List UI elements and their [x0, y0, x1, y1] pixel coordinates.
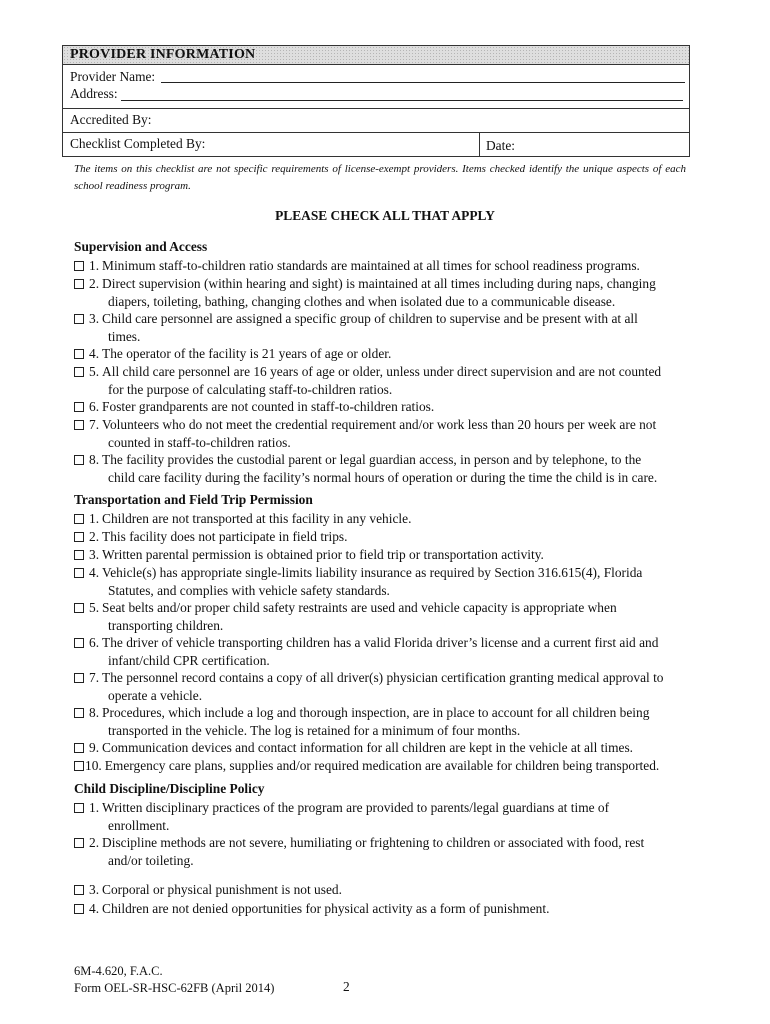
checklist-item: 4. Children are not denied opportunities for physical activity as a form of punishment.	[74, 900, 690, 918]
checklist-item: 7. Volunteers who do not meet the credential requirement and/or work less than 20 hours per week are not counted in staff-to-children ratios.	[74, 416, 690, 451]
checkbox[interactable]	[74, 885, 84, 895]
provider-name-field[interactable]	[161, 82, 685, 83]
address-field[interactable]	[121, 100, 683, 101]
checkbox[interactable]	[74, 314, 84, 324]
checklist-item: 8. The facility provides the custodial parent or legal guardian access, in person and by telephone, to the child care facility during the facility’s normal hours of operation or during the time the child is in care.	[74, 451, 690, 486]
footer-form-number: Form OEL-SR-HSC-62FB (April 2014)	[74, 981, 275, 995]
date-divider	[479, 133, 480, 156]
checkbox[interactable]	[74, 708, 84, 718]
accredited-by-label: Accredited By:	[70, 112, 152, 127]
checklist-item: 2. Direct supervision (within hearing and sight) is maintained at all times including during naps, changing diapers, toileting, bathing, changing clothes and when isolated due to a communicable disease.	[74, 275, 690, 310]
checklist-item: 4. The operator of the facility is 21 years of age or older.	[74, 345, 690, 363]
provider-information-title: PROVIDER INFORMATION	[70, 47, 256, 62]
checklist-item: 10. Emergency care plans, supplies and/or required medication are available for children being transported.	[74, 757, 690, 775]
checkbox[interactable]	[74, 279, 84, 289]
address-label: Address:	[70, 86, 118, 101]
checklist-item: 1. Children are not transported at this facility in any vehicle.	[74, 510, 690, 528]
checkbox[interactable]	[74, 803, 84, 813]
checkbox[interactable]	[74, 532, 84, 542]
checklist-item: 2. This facility does not participate in field trips.	[74, 528, 690, 546]
checkbox[interactable]	[74, 367, 84, 377]
checkbox[interactable]	[74, 402, 84, 412]
intro-note: The items on this checklist are not specific requirements of license-exempt providers. Items checked identify the unique aspects of each school readiness program.	[74, 163, 686, 192]
checkbox[interactable]	[74, 550, 84, 560]
checkbox[interactable]	[74, 673, 84, 683]
checkbox[interactable]	[74, 603, 84, 613]
checklist-item: 4. Vehicle(s) has appropriate single-limits liability insurance as required by Section 316.615(4), Florida Statutes, and complies with vehicle safety standards.	[74, 564, 690, 599]
checkbox[interactable]	[74, 514, 84, 524]
checkbox[interactable]	[74, 904, 84, 914]
section-title-discipline: Child Discipline/Discipline Policy	[74, 781, 265, 796]
checkbox[interactable]	[74, 838, 84, 848]
checklist-item: 6. The driver of vehicle transporting children has a valid Florida driver’s license and a current first aid and infant/child CPR certification.	[74, 634, 690, 669]
provider-information-header	[62, 45, 690, 64]
checkbox[interactable]	[74, 420, 84, 430]
checkbox[interactable]	[74, 761, 84, 771]
checkbox[interactable]	[74, 743, 84, 753]
provider-name-address-block	[62, 64, 690, 108]
section-title-supervision: Supervision and Access	[74, 239, 208, 254]
section-title-transportation: Transportation and Field Trip Permission	[74, 492, 313, 507]
checklist-completed-by-label: Checklist Completed By:	[70, 136, 206, 151]
checklist-item: 8. Procedures, which include a log and thorough inspection, are in place to account for all children being transported in the vehicle. The log is retained for a minimum of four months.	[74, 704, 690, 739]
checklist-item: 9. Communication devices and contact information for all children are kept in the vehicle at all times.	[74, 739, 690, 757]
checklist-item: 5. Seat belts and/or proper child safety restraints are used and vehicle capacity is appropriate when transporting children.	[74, 599, 690, 634]
checkbox[interactable]	[74, 455, 84, 465]
checklist-item: 3. Written parental permission is obtained prior to field trip or transportation activity.	[74, 546, 690, 564]
checkbox[interactable]	[74, 349, 84, 359]
checkbox[interactable]	[74, 261, 84, 271]
checklist-item: 7. The personnel record contains a copy of all driver(s) physician certification granting medical approval to operate a vehicle.	[74, 669, 690, 704]
checklist-completed-block	[62, 132, 690, 157]
checklist-item: 2. Discipline methods are not severe, humiliating or frightening to children or associated with food, rest and/or toileting.	[74, 834, 690, 869]
footer-rule: 6M-4.620, F.A.C.	[74, 964, 163, 978]
checklist-item: 1. Written disciplinary practices of the program are provided to parents/legal guardians at time of enrollment.	[74, 799, 690, 834]
checklist-item: 3. Corporal or physical punishment is not used.	[74, 881, 690, 899]
page-number: 2	[343, 979, 350, 994]
date-label: Date:	[486, 138, 515, 153]
checklist-item: 3. Child care personnel are assigned a specific group of children to supervise and be present with at all times.	[74, 310, 690, 345]
accredited-by-block	[62, 108, 690, 132]
provider-name-label: Provider Name:	[70, 69, 156, 84]
checkbox[interactable]	[74, 568, 84, 578]
checklist-item: 6. Foster grandparents are not counted in staff-to-children ratios.	[74, 398, 690, 416]
checklist-item: 5. All child care personnel are 16 years of age or older, unless under direct supervision and are not counted for the purpose of calculating staff-to-children ratios.	[74, 363, 690, 398]
checkbox[interactable]	[74, 638, 84, 648]
checklist-item: 1. Minimum staff-to-children ratio standards are maintained at all times for school readiness programs.	[74, 257, 690, 275]
instruction-heading: PLEASE CHECK ALL THAT APPLY	[275, 208, 495, 223]
